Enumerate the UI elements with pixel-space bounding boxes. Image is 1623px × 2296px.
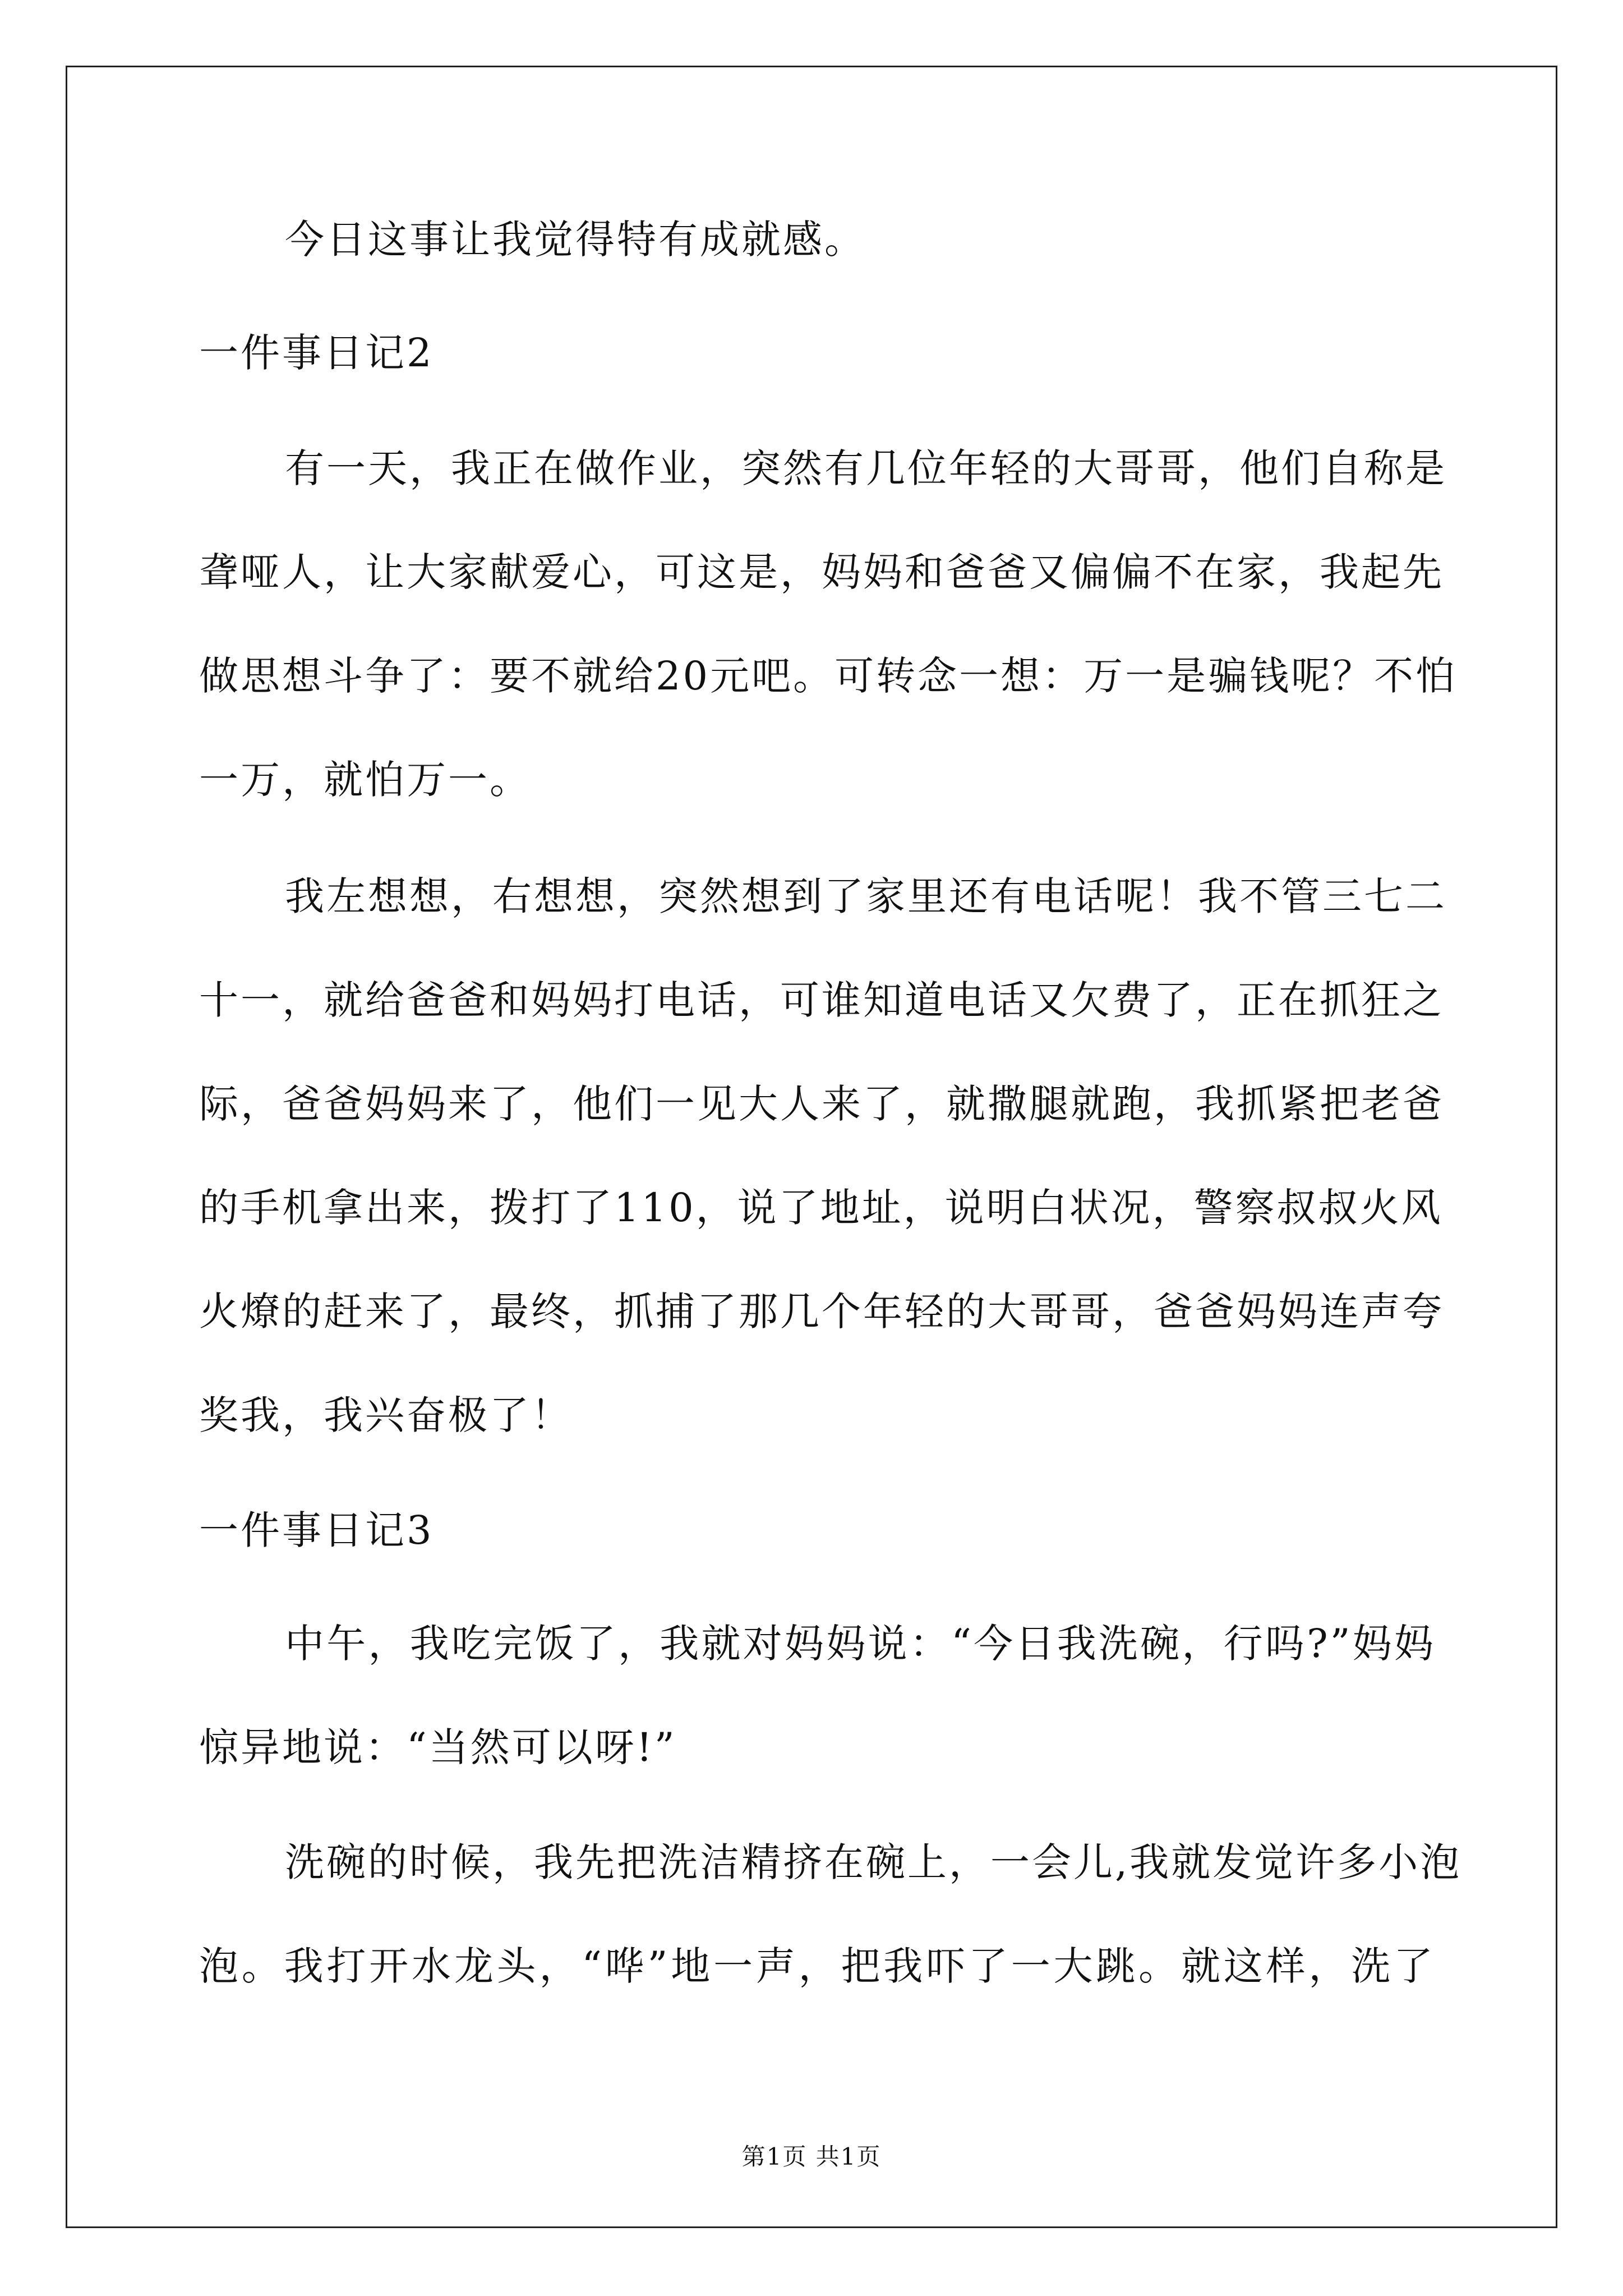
- paragraph-line: 奖我，我兴奋极了！: [199, 1392, 573, 1438]
- page-border: [66, 66, 1557, 2228]
- paragraph-line: 今日这事让我觉得特有成就感。: [285, 217, 866, 263]
- paragraph-line: 火燎的赶来了，最终，抓捕了那几个年轻的大哥哥，爸爸妈妈连声夸: [199, 1289, 1444, 1335]
- paragraph-line: 泡。我打开水龙头，“哗”地一声，把我吓了一大跳。就这样，洗了: [199, 1943, 1435, 1989]
- paragraph-line: 洗碗的时候，我先把洗洁精挤在碗上，一会儿,我就发觉许多小泡: [285, 1839, 1462, 1885]
- paragraph-line: 一万，就怕万一。: [199, 757, 531, 803]
- paragraph-line: 的手机拿出来，拨打了110，说了地址，说明白状况，警察叔叔火风: [199, 1185, 1443, 1231]
- paragraph-line: 十一，就给爸爸和妈妈打电话，可谁知道电话又欠费了，正在抓狂之: [199, 977, 1444, 1023]
- paragraph-line: 有一天，我正在做作业，突然有几位年轻的大哥哥，他们自称是: [285, 445, 1447, 491]
- paragraph-line: 做思想斗争了：要不就给20元吧。可转念一想：万一是骗钱呢？不怕: [199, 653, 1458, 699]
- section-heading: 一件事日记3: [199, 1507, 434, 1553]
- paragraph-line: 我左想想，右想想，突然想到了家里还有电话呢！我不管三七二: [285, 873, 1447, 919]
- paragraph-line: 聋哑人，让大家献爱心，可这是，妈妈和爸爸又偏偏不在家，我起先: [199, 549, 1444, 595]
- paragraph-line: 惊异地说：“当然可以呀!”: [199, 1724, 677, 1770]
- page-number-footer: 第1页 共1页: [741, 2143, 882, 2170]
- paragraph-line: 中午，我吃完饭了，我就对妈妈说：“今日我洗碗，行吗?”妈妈: [285, 1621, 1436, 1667]
- paragraph-line: 际，爸爸妈妈来了，他们一见大人来了，就撒腿就跑，我抓紧把老爸: [199, 1081, 1444, 1127]
- section-heading: 一件事日记2: [199, 330, 434, 376]
